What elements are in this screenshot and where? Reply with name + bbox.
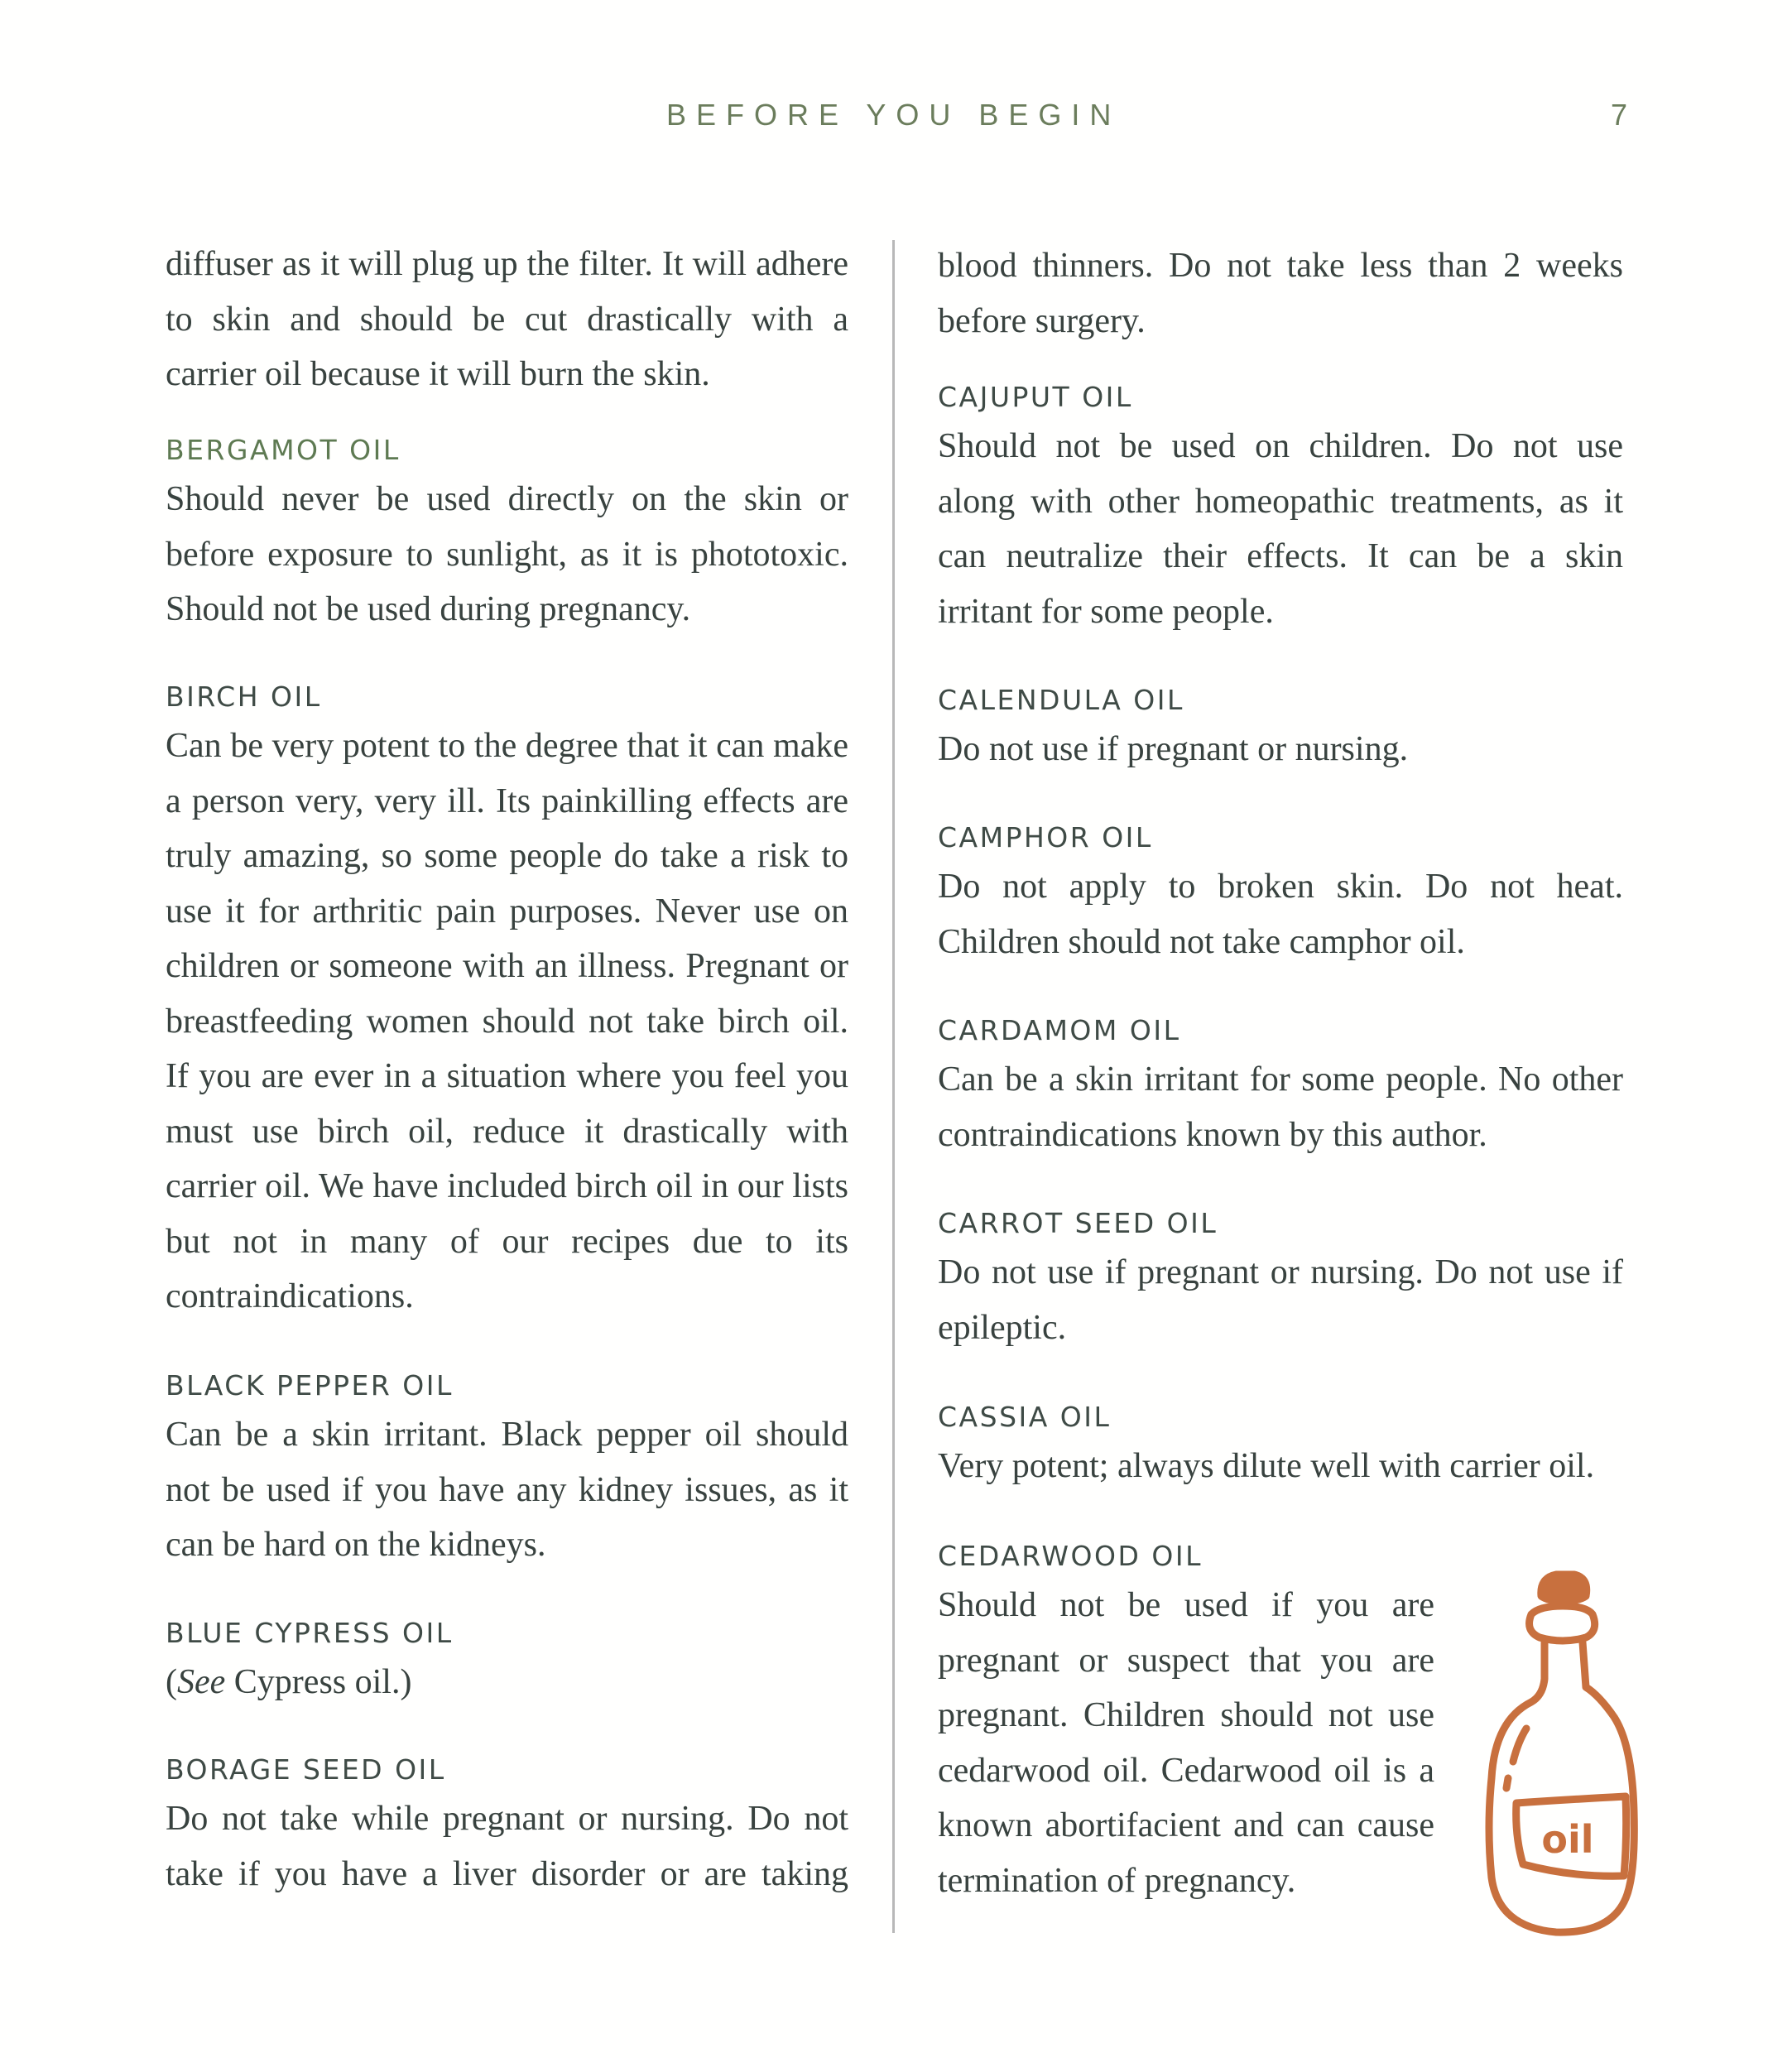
text-prefix: ( [166,1663,177,1701]
entry-text: Can be very potent to the degree that it can make a person very, very ill. Its painkilling effects are truly amazing, so some people do take a risk to use it for arthritic pain purposes. Never use on children or someone with an illness. Pregnant or breastfeeding women should not take birch oil. If you are ever in a situation where you feel you must use birch oil, reduce it drastically with carrier oil. We have included birch oil in our lists but not in many of our recipes due to its contraindications. [166,727,848,1315]
entry-text: Should not be used if you are pregnant or suspect that you are pregnant. Children should not use cedarwood oil. Cedarwood oil is a known abortifacient and can cause termination of pregnancy. [938,1586,1434,1900]
entry-title: BERGAMOT OIL [166,434,401,466]
entry-cajuput-oil [938,381,1623,639]
entry-title: CEDARWOOD OIL [938,1540,1203,1572]
text-suffix: Cypress oil.) [225,1663,412,1701]
bottle-label: oil [1541,1817,1594,1862]
entry-cardamom-oil [938,1014,1623,1162]
paragraph-text: blood thinners. Do not take less than 2 weeks before surgery. [938,247,1623,340]
entry-blue-cypress-oil [166,1617,848,1710]
entry-camphor-oil [938,821,1623,969]
entry-title: CASSIA OIL [938,1401,1112,1433]
page-number: 7 [1611,98,1628,132]
paragraph-text: diffuser as it will plug up the filter. It will adhere to skin and should be cut drastically with a carrier oil because it will burn the skin. [166,245,848,393]
entry-text: Do not apply to broken skin. Do not heat. Children should not take camphor oil. [938,868,1623,961]
entry-title: BIRCH OIL [166,680,322,713]
entry-text: Do not use if pregnant or nursing. [938,730,1409,768]
entry-text: Can be a skin irritant. Black pepper oil should not be used if you have any kidney issues, as it can be hard on the kidneys. [166,1416,848,1564]
entry-calendula-oil [938,684,1623,777]
entry-black-pepper-oil [166,1369,848,1573]
entry-cassia-oil [938,1401,1623,1494]
column-divider [892,240,895,1933]
entry-text: Should not be used on children. Do not use along with other homeopathic treatments, as it can neutralize their effects. It can be a skin irritant for some people. [938,427,1623,631]
oil-bottle-icon [1473,1563,1651,1940]
entry-title: CARDAMOM OIL [938,1014,1181,1046]
entry-text [166,1655,848,1710]
entry-borage-seed-oil [166,1753,848,1902]
entry-title: CAMPHOR OIL [938,821,1153,853]
entry-text: Do not take while pregnant or nursing. Do not take if you have a liver disorder or are taking [166,1800,848,1893]
entry-text: Very potent; always dilute well with carrier oil. [938,1447,1595,1485]
entry-bergamot-oil [166,434,848,637]
see-reference: See [177,1663,226,1701]
entry-text: Should never be used directly on the skin or before exposure to sunlight, as it is phototoxic. Should not be used during pregnancy. [166,480,848,628]
entry-title: CALENDULA OIL [938,684,1184,716]
entry-title: CAJUPUT OIL [938,381,1133,413]
entry-title: BLUE CYPRESS OIL [166,1617,454,1649]
entry-title: CARROT SEED OIL [938,1207,1218,1239]
entry-title: BORAGE SEED OIL [166,1753,446,1786]
entry-text: Do not use if pregnant or nursing. Do not use if epileptic. [938,1253,1623,1347]
left-continued-paragraph [166,237,848,402]
entry-carrot-seed-oil [938,1207,1623,1355]
entry-title: BLACK PEPPER OIL [166,1369,454,1402]
running-title: BEFORE YOU BEGIN [666,98,1122,132]
right-continued-paragraph [938,238,1623,349]
entry-birch-oil [166,680,848,1325]
entry-text: Can be a skin irritant for some people. No other contraindications known by this author. [938,1060,1623,1154]
